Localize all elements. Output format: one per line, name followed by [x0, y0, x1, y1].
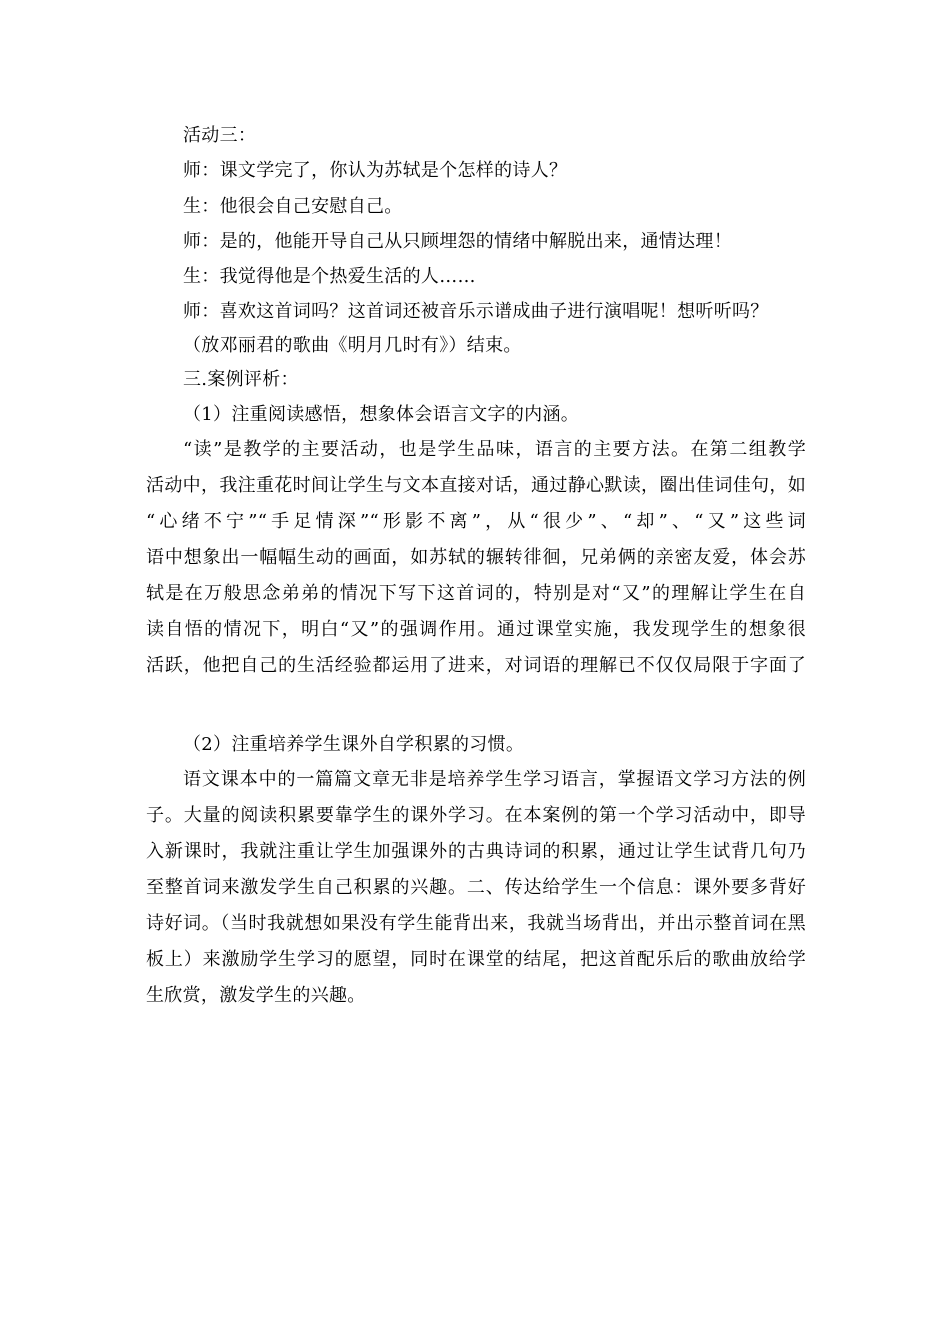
paragraph-line: 生欣赏，激发学生的兴趣。 — [146, 985, 366, 1006]
paragraph-line: 至整首词来激发学生自己积累的兴趣。二、传达给学生一个信息：课外要多背好 — [146, 877, 806, 898]
paragraph-line: 语中想象出一幅幅生动的画面，如苏轼的辗转徘徊，兄弟俩的亲密友爱，体会苏 — [146, 547, 806, 568]
dialogue-line: 师：是的，他能开导自己从只顾埋怨的情绪中解脱出来，通情达理！ — [183, 231, 732, 252]
paragraph-line: 诗好词。（当时我就想如果没有学生能背出来，我就当场背出，并出示整首词在黑 — [146, 913, 806, 934]
point-heading: （1）注重阅读感悟，想象体会语言文字的内涵。 — [183, 404, 580, 425]
paragraph-line: 活跃，他把自己的生活经验都运用了进来，对词语的理解已不仅仅局限于字面了 — [146, 655, 806, 676]
paragraph-line: 入新课时，我就注重让学生加强课外的古典诗词的积累，通过让学生试背几句乃 — [146, 841, 806, 862]
paragraph-line: 子。大量的阅读积累要靠学生的课外学习。在本案例的第一个学习活动中，即导 — [146, 805, 806, 826]
paragraph-line: 轼是在万般思念弟弟的情况下写下这首词的，特别是对“又”的理解让学生在自 — [146, 583, 806, 604]
activity-heading: 活动三： — [183, 125, 257, 146]
dialogue-line: 生：我觉得他是个热爱生活的人…… — [183, 266, 476, 287]
paragraph-line: 读自悟的情况下，明白“又”的强调作用。通过课堂实施，我发现学生的想象很 — [146, 619, 806, 640]
dialogue-line: 师：课文学完了，你认为苏轼是个怎样的诗人？ — [183, 160, 568, 181]
dialogue-line: （放邓丽君的歌曲《明月几时有》）结束。 — [183, 335, 522, 356]
paragraph-line: “心绪不宁”“手足情深”“形影不离”，从“很少”、“却”、“又”这些词 — [146, 511, 806, 532]
dialogue-line: 生：他很会自己安慰自己。 — [183, 196, 403, 217]
point-heading: （2）注重培养学生课外自学积累的习惯。 — [183, 734, 525, 755]
paragraph-line: 板上）来激励学生学习的愿望，同时在课堂的结尾，把这首配乐后的歌曲放给学 — [146, 949, 806, 970]
paragraph-line: “读”是教学的主要活动，也是学生品味，语言的主要方法。在第二组教学 — [183, 439, 806, 460]
paragraph-line: 语文课本中的一篇篇文章无非是培养学生学习语言，掌握语文学习方法的例 — [183, 769, 806, 790]
section-heading: 三.案例评析： — [183, 369, 299, 390]
dialogue-line: 师：喜欢这首词吗？这首词还被音乐示谱成曲子进行演唱呢！想听听吗？ — [183, 301, 769, 322]
paragraph-line: 活动中，我注重花时间让学生与文本直接对话，通过静心默读，圈出佳词佳句，如 — [146, 475, 806, 496]
